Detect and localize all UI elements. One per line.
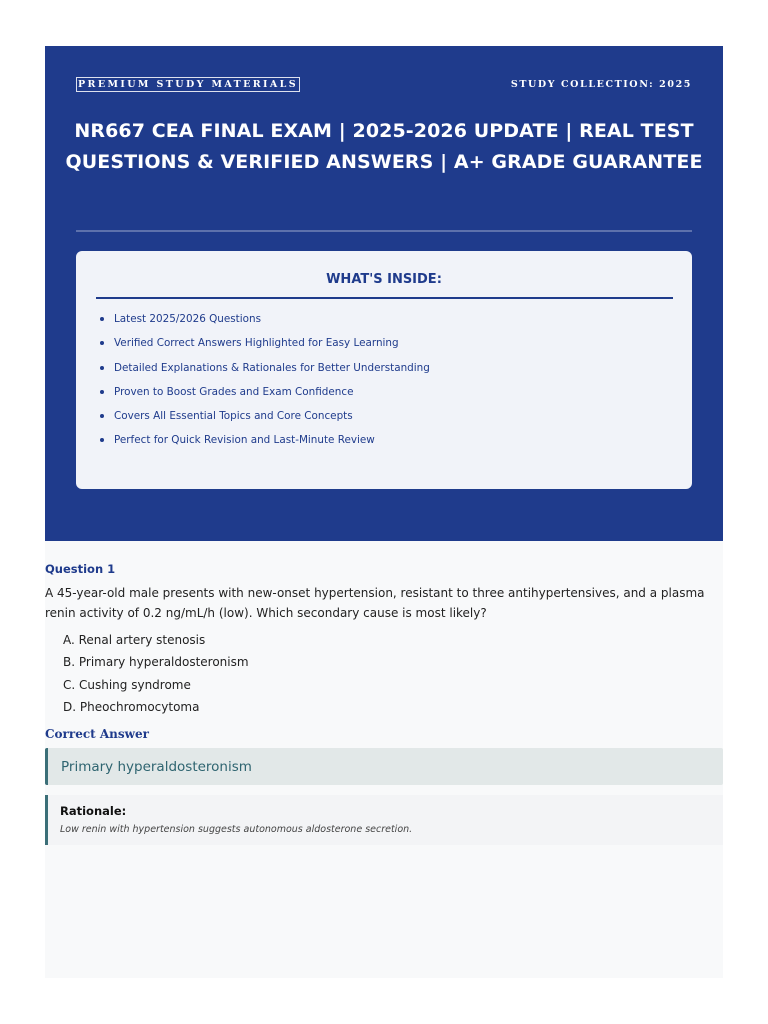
hero-banner <box>45 46 723 541</box>
feature-item: Covers All Essential Topics and Core Concepts <box>99 409 430 433</box>
rationale-label: Rationale: <box>60 804 127 818</box>
feature-item: Proven to Boost Grades and Exam Confidence <box>99 385 430 409</box>
feature-item: Verified Correct Answers Highlighted for Easy Learning <box>99 336 430 360</box>
question-number: Question 1 <box>45 562 116 576</box>
hero-divider <box>76 230 692 232</box>
rationale-text: Low renin with hypertension suggests autonomous aldosterone secretion. <box>60 824 413 835</box>
answer-option-b: B. Primary hyperaldosteronism <box>63 655 249 670</box>
document-title: NR667 CEA FINAL EXAM | 2025-2026 UPDATE | REAL TEST QUESTIONS & VERIFIED ANSWERS | A+ GRADE GUARANTEE <box>65 120 703 173</box>
hero-topline <box>76 77 692 93</box>
answer-option-c: C. Cushing syndrome <box>63 677 191 692</box>
whats-inside-title: WHAT'S INSIDE: <box>326 272 442 287</box>
document-page <box>45 46 723 978</box>
correct-answer-box <box>45 748 723 785</box>
whats-inside-card <box>76 251 692 489</box>
correct-answer-label: Correct Answer <box>45 727 149 741</box>
feature-item: Perfect for Quick Revision and Last-Minute Review <box>99 433 430 457</box>
answer-option-a: A. Renal artery stenosis <box>63 633 206 647</box>
feature-item: Detailed Explanations & Rationales for Better Understanding <box>99 361 430 385</box>
answer-option-d: D. Pheochromocytoma <box>63 699 200 714</box>
brand-label: PREMIUM STUDY MATERIALS <box>78 79 299 90</box>
feature-item: Latest 2025/2026 Questions <box>99 312 430 336</box>
rationale-box <box>45 795 723 845</box>
whats-inside-divider <box>96 297 673 299</box>
feature-list <box>99 312 430 458</box>
question-text: A 45-year-old male presents with new-onset hypertension, resistant to three antihypertensives, and a plasma renin activity of 0.2 ng/mL/h (low). Which secondary cause is most likely? <box>45 586 705 620</box>
answer-options <box>63 630 249 719</box>
collection-label: STUDY COLLECTION: 2025 <box>510 79 692 90</box>
correct-answer-text: Primary hyperaldosteronism <box>61 759 252 775</box>
